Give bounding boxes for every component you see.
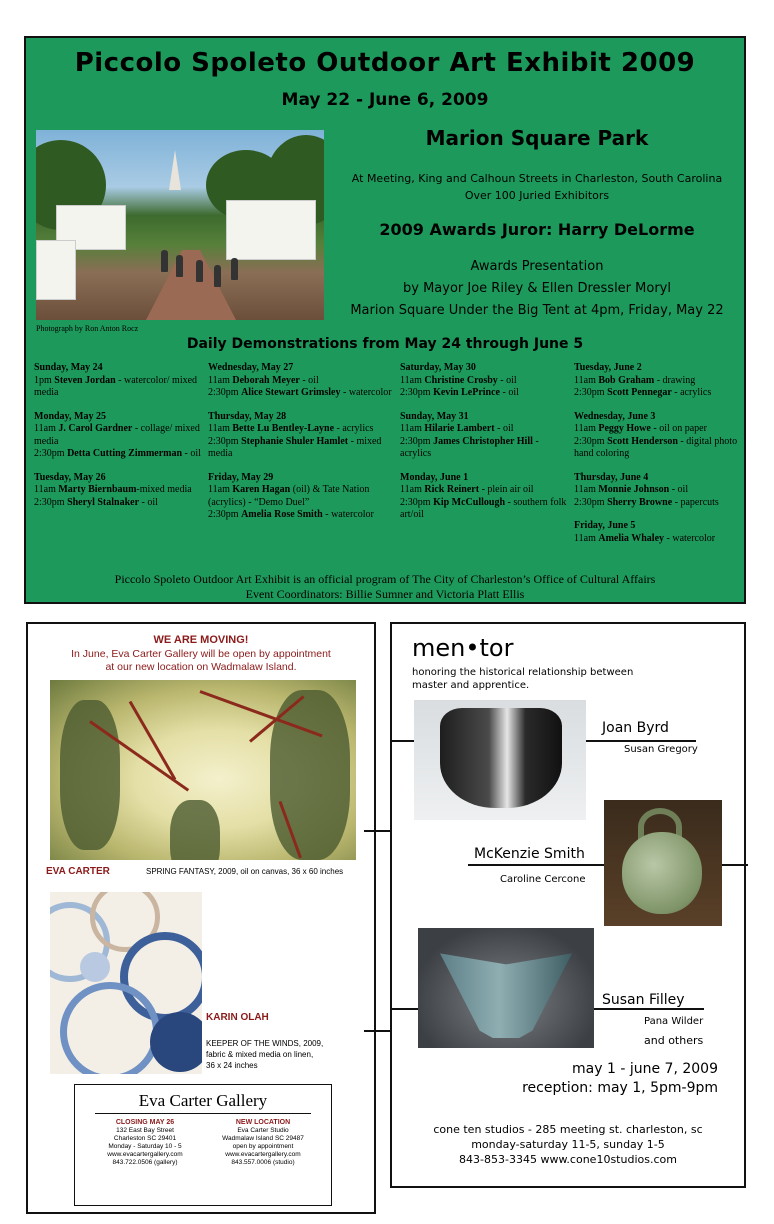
entry-medium: - oil [182,448,201,459]
closing-info [85,1119,205,1167]
entry-artist: Detta Cutting Zimmerman [67,448,183,459]
new-location-heading: NEW LOCATION [235,1119,291,1126]
awards-line: by Mayor Joe Riley & Ellen Dressler Moryl [403,281,671,296]
schedule-entry [574,484,742,497]
entry-artist: Rick Reinert [424,484,480,495]
entry-artist: Amelia Whaley [598,532,665,544]
schedule-day [574,411,742,461]
exhibit-title: Piccolo Spoleto Outdoor Art Exhibit 2009 [74,48,696,78]
schedule-day [574,472,742,510]
schedule-entry [574,436,742,461]
exhibit-photo [36,130,324,320]
entry-time: 2:30pm [34,496,65,508]
exhibit-dates: May 22 - June 6, 2009 [281,90,489,110]
studio-contact: 843-853-3345 www.cone10studios.com [459,1153,677,1166]
schedule-day-name: Monday, May 25 [34,410,106,422]
closing-line: www.evacartergallery.com [107,1151,183,1158]
footer-line: Event Coordinators: Billie Sumner and Victoria Platt Ellis [245,587,525,601]
gallery-info-box [74,1084,332,1206]
schedule-day [34,362,202,400]
entry-time: 11am [208,484,230,495]
entry-artist: James Christopher Hill [433,435,533,447]
schedule-day [208,362,394,400]
schedule-entry [34,448,202,461]
entry-medium: - oil [497,374,517,386]
schedule-entry [34,497,202,510]
entry-medium: - acrylics [400,435,539,459]
entry-medium: - drawing [654,374,696,386]
entry-artist: Marty Biernbaum [58,484,137,495]
schedule-column [400,362,568,533]
entry-medium: - oil on paper [650,423,707,434]
new-location-line: Eva Carter Studio [237,1127,289,1134]
schedule-entry [34,484,202,497]
footer-line: Piccolo Spoleto Outdoor Art Exhibit is an official program of The City of Charleston’s Office of Cultural Affairs [114,572,656,586]
apprentice-name: Caroline Cercone [500,874,586,885]
mentor-ad [390,622,746,1188]
entry-time: 1pm [34,374,52,386]
painting2-caption [206,1038,366,1071]
schedule-entry [208,436,394,461]
schedule-day [208,472,394,522]
closing-heading: CLOSING MAY 26 [115,1119,175,1126]
entry-artist: Kevin LePrince [433,387,500,398]
entry-medium: - papercuts [672,496,719,508]
schedule-entry [400,423,568,436]
new-location-info [203,1119,323,1167]
new-location-line: www.evacartergallery.com [225,1151,301,1158]
schedule-day-name: Tuesday, May 26 [34,471,106,483]
entry-time: 11am [34,484,56,495]
schedule-day-name: Wednesday, May 27 [208,362,294,373]
entry-medium: - oil [139,496,158,508]
entry-medium: - oil [494,423,514,434]
entry-time: 11am [208,423,230,434]
entry-time: 11am [208,374,230,386]
entry-time: 2:30pm [574,387,605,398]
entry-medium: - watercolor [322,509,374,520]
mentor-tagline [412,666,712,692]
eva-carter-ad [26,622,376,1214]
moving-text [28,648,374,674]
entry-medium: - oil [669,484,689,495]
painting1-caption: SPRING FANTASY, 2009, oil on canvas, 36 x 60 inches [146,867,344,876]
schedule-day [400,362,568,400]
show-date-range: may 1 - june 7, 2009 [572,1061,718,1077]
awards-juror: 2009 Awards Juror: Harry DeLorme [379,220,695,239]
schedule-day [400,472,568,522]
schedule-day [34,411,202,461]
teapot-image [604,800,722,926]
photo-credit: Photograph by Ron Anton Rocz [36,324,139,333]
schedule-entry [574,497,742,510]
schedule-day-name: Sunday, May 31 [400,410,469,422]
schedule-entry [208,509,394,522]
entry-artist: Amelia Rose Smith [241,509,323,520]
awards-line: Marion Square Under the Big Tent at 4pm, Friday, May 22 [350,303,724,318]
entry-artist: Sherry Browne [607,496,673,508]
schedule-day [574,520,742,545]
entry-time: 2:30pm [400,496,431,508]
schedule-day-name: Friday, June 5 [574,520,636,531]
entry-artist: Steven Jordan [54,374,116,386]
schedule-entry [400,484,568,497]
schedule-entry [208,375,394,388]
entry-artist: Sheryl Stalnaker [67,496,140,508]
schedule-entry [400,387,568,400]
artist-karin-olah: KARIN OLAH [206,1012,269,1023]
entry-artist: Monnie Johnson [598,484,670,495]
caption-line: fabric & mixed media on linen, [206,1050,314,1059]
spring-fantasy-painting [50,680,356,860]
entry-artist: Scott Henderson [607,435,678,447]
entry-medium: - acrylics [671,387,712,398]
entry-time: 11am [400,374,422,386]
schedule-day-name: Sunday, May 24 [34,362,103,373]
entry-medium: - digital photo hand coloring [574,435,738,459]
tagline-line: master and apprentice. [412,680,530,691]
schedule-entry [574,375,742,388]
keeper-of-the-winds-painting [50,892,202,1074]
raku-vessel-image [414,700,586,820]
schedule-entry [34,423,202,448]
entry-time: 11am [574,532,596,544]
fan-vessel-image [418,928,594,1048]
entry-medium: - oil [299,374,319,386]
entry-medium: - watercolor/ mixed media [34,374,198,398]
studio-hours: monday-saturday 11-5, sunday 1-5 [471,1138,665,1151]
schedule-day [208,411,394,461]
schedule-day-name: Monday, June 1 [400,471,469,483]
schedule-entry [400,436,568,461]
entry-artist: Deborah Meyer [232,374,300,386]
schedule-day-name: Wednesday, June 3 [574,410,656,422]
gallery-name: Eva Carter Gallery [138,1091,268,1110]
master-name: McKenzie Smith [474,846,585,862]
schedule-day [574,362,742,400]
demos-title: Daily Demonstrations from May 24 through June 5 [186,336,584,352]
moving-line: at our new location on Wadmalaw Island. [105,661,297,673]
entry-artist: Bob Graham [598,374,655,386]
entry-time: 11am [400,484,422,495]
entry-time: 11am [574,374,596,386]
and-others: and others [644,1034,704,1047]
schedule-day-name: Saturday, May 30 [400,362,476,373]
closing-line: Charleston SC 29401 [113,1135,177,1142]
entry-medium: - plein air oil [479,484,534,495]
schedule-day-name: Thursday, May 28 [208,410,287,422]
entry-artist: Peggy Howe [598,423,651,434]
schedule-entry [400,497,568,522]
entry-medium: - southern folk art/oil [400,496,567,520]
schedule-column [208,362,394,533]
entry-medium: - watercolor [340,387,392,398]
apprentice-name: Susan Gregory [624,744,698,755]
awards-line: Awards Presentation [470,259,604,274]
schedule-day-name: Tuesday, June 2 [574,362,642,373]
location-line: At Meeting, King and Calhoun Streets in Charleston, South Carolina [351,172,723,185]
entry-medium: - oil [500,387,519,398]
schedule-entry [400,375,568,388]
new-location-line: open by appointment [232,1143,294,1150]
entry-time: 2:30pm [574,435,605,447]
exhibit-panel [24,36,746,604]
schedule-entry [208,387,394,400]
schedule-day [34,472,202,510]
entry-medium: -mixed media [136,484,192,495]
schedule-column [574,362,742,556]
schedule-day-name: Thursday, June 4 [574,471,649,483]
studio-info [392,1122,744,1167]
tagline-line: honoring the historical relationship between [412,667,634,678]
moving-line: In June, Eva Carter Gallery will be open by appointment [71,648,331,660]
schedule-entry [208,484,394,509]
entry-artist: Karen Hagan [232,484,291,495]
master-name: Susan Filley [602,992,685,1008]
closing-line: Monday - Saturday 10 - 5 [108,1143,182,1150]
closing-line: 843.722.0506 (gallery) [112,1159,178,1166]
entry-time: 11am [34,423,56,434]
entry-time: 2:30pm [574,496,605,508]
caption-line: 36 x 24 inches [206,1061,258,1070]
entry-artist: Kip McCullough [433,496,506,508]
entry-artist: Alice Stewart Grimsley [241,387,341,398]
entry-time: 11am [574,484,596,495]
apprentice-name: Pana Wilder [644,1016,704,1027]
entry-artist: Hilarie Lambert [424,423,495,434]
entry-medium: - acrylics [334,423,374,434]
schedule-day [400,411,568,461]
schedule-day-name: Friday, May 29 [208,471,274,483]
mentor-brand: men•tor [412,634,514,662]
entry-time: 2:30pm [208,435,239,447]
entry-artist: Stephanie Shuler Hamlet [241,435,349,447]
entry-time: 2:30pm [400,387,431,398]
schedule-entry [574,387,742,400]
master-name: Joan Byrd [602,720,669,736]
moving-heading: WE ARE MOVING! [153,634,249,646]
show-dates [392,1060,718,1098]
new-location-line: 843.557.0006 (studio) [231,1159,295,1166]
entry-artist: J. Carol Gardner [58,423,133,434]
new-location-line: Wadmalaw Island SC 29487 [222,1135,304,1142]
venue-name: Marion Square Park [425,126,649,150]
schedule-entry [574,533,742,546]
entry-medium: - watercolor [664,532,716,544]
caption-line: KEEPER OF THE WINDS, 2009, [206,1039,324,1048]
entry-medium: (oil) & Tate Nation (acrylics) - “Demo Duel” [208,484,370,508]
entry-time: 2:30pm [208,387,239,398]
schedule-column [34,362,202,520]
entry-medium: - collage/ mixed media [34,423,200,447]
entry-time: 2:30pm [400,435,431,447]
entry-time: 11am [574,423,596,434]
closing-line: 132 East Bay Street [116,1127,174,1134]
venue-location [336,170,738,204]
entry-time: 2:30pm [208,509,239,520]
reception-time: reception: may 1, 5pm-9pm [522,1080,718,1096]
schedule-entry [574,423,742,436]
studio-address: cone ten studios - 285 meeting st. charleston, sc [433,1123,703,1136]
entry-time: 2:30pm [34,448,65,459]
artist-eva-carter: EVA CARTER [46,866,110,877]
entry-time: 11am [400,423,422,434]
exhibit-footer [26,572,744,602]
entry-artist: Christine Crosby [424,374,498,386]
entry-artist: Bette Lu Bentley-Layne [232,423,335,434]
entry-medium: - mixed media [208,435,382,459]
awards-presentation [336,256,738,322]
entry-artist: Scott Pennegar [607,387,672,398]
exhibitors-line: Over 100 Juried Exhibitors [464,189,610,202]
schedule-entry [208,423,394,436]
schedule-entry [34,375,202,400]
